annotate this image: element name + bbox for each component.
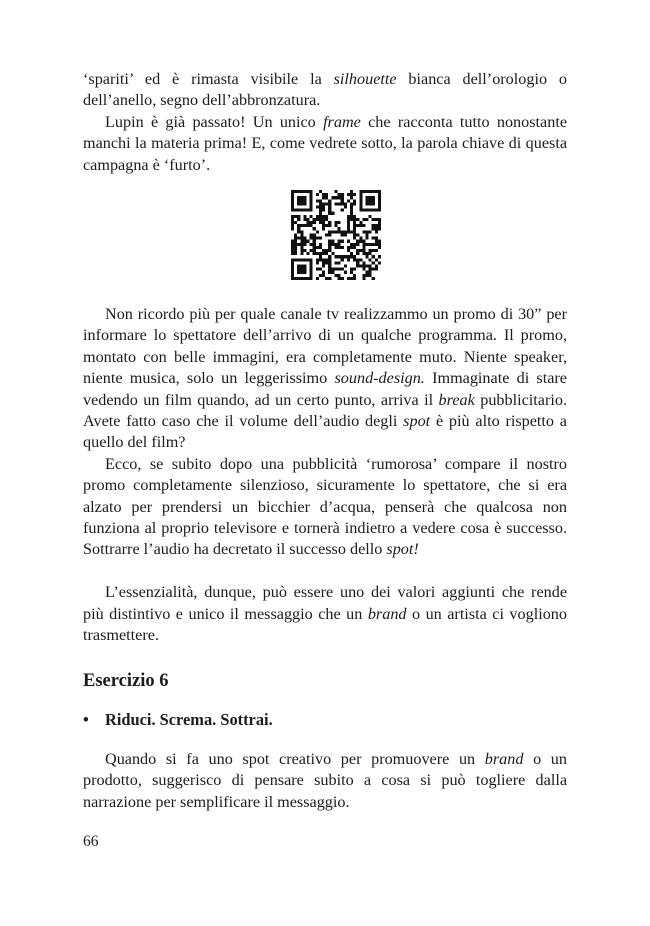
text-run: bianca dell’orologio o dell’anello, segno dell’abbronzatura. [83,70,567,110]
text-run: Quando si fa uno spot creativo per promuovere un [105,750,485,768]
text-run: pubblicitario. Avete fatto caso che il volume dell’audio degli [83,390,567,431]
qr-code-icon [291,190,381,280]
paragraph-promo [83,304,567,454]
text-block-middle [83,304,567,646]
text-block-top [83,69,567,176]
text-run: Ecco, se subito dopo una pubblicità ‘rumorosa’ compare il nostro promo completamente silenzioso, sicuramente lo spettatore, che si era alzato per prendersi un bicchier d’acqua, penserà che qualcosa non funziona al proprio televisore e tornerà indietro a vedere cosa è successo. Sottrarre l’audio ha decretato il successo dello [83,454,567,559]
italic-term: brand [484,750,524,768]
paragraph-spot-creativo [83,749,567,813]
bullet-text: Riduci. Screma. Sottrai. [105,710,273,729]
bullet-symbol: • [83,710,89,729]
text-run: o un prodotto, suggerisco di pensare subito a cosa si può togliere dalla narrazione per semplificare il messaggio. [83,750,567,811]
text-block-bottom [83,749,567,813]
paragraph-essenzialita [83,582,567,646]
italic-term: spot [403,412,431,431]
text-run: che racconta tutto nonostante manchi la materia prima! E, come vedrete sotto, la parola chiave di questa campagna è ‘furto’. [83,112,568,174]
text-run: L’essenzialità, dunque, può essere uno dei valori aggiunti che rende più distintivo e unico il messaggio che un [83,583,567,623]
text-run: Non ricordo più per quale canale tv realizzammo un promo di 30” per informare lo spettatore dell’arrivo di un qualche programma. Il promo, montato con belle immagini, era completamente muto. Niente speaker, niente musica, solo un leggerissimo [83,305,567,388]
text-run: o un artista ci vogliono trasmettere. [83,604,567,645]
paragraph-lupin [83,112,567,176]
italic-term: silhouette [333,70,397,88]
text-run: è più alto rispetto a quello del film? [83,412,567,452]
bullet-item [83,709,273,731]
italic-term: brand [367,604,407,623]
section-heading: Esercizio 6 [83,671,169,691]
italic-term: frame [323,112,361,131]
paragraph-silhouette [83,69,567,112]
text-run: Immaginate di stare vedendo un film quando, ad un certo punto, arriva il [83,369,567,409]
page-number: 66 [83,833,99,850]
text-run: Lupin è già passato! Un unico [105,112,324,131]
paragraph-ecco [83,454,567,561]
italic-term: sound-design. [334,369,425,388]
italic-term: break [438,390,475,409]
italic-term: spot! [386,540,419,559]
text-run: ‘spariti’ ed è rimasta visibile la [83,70,334,88]
